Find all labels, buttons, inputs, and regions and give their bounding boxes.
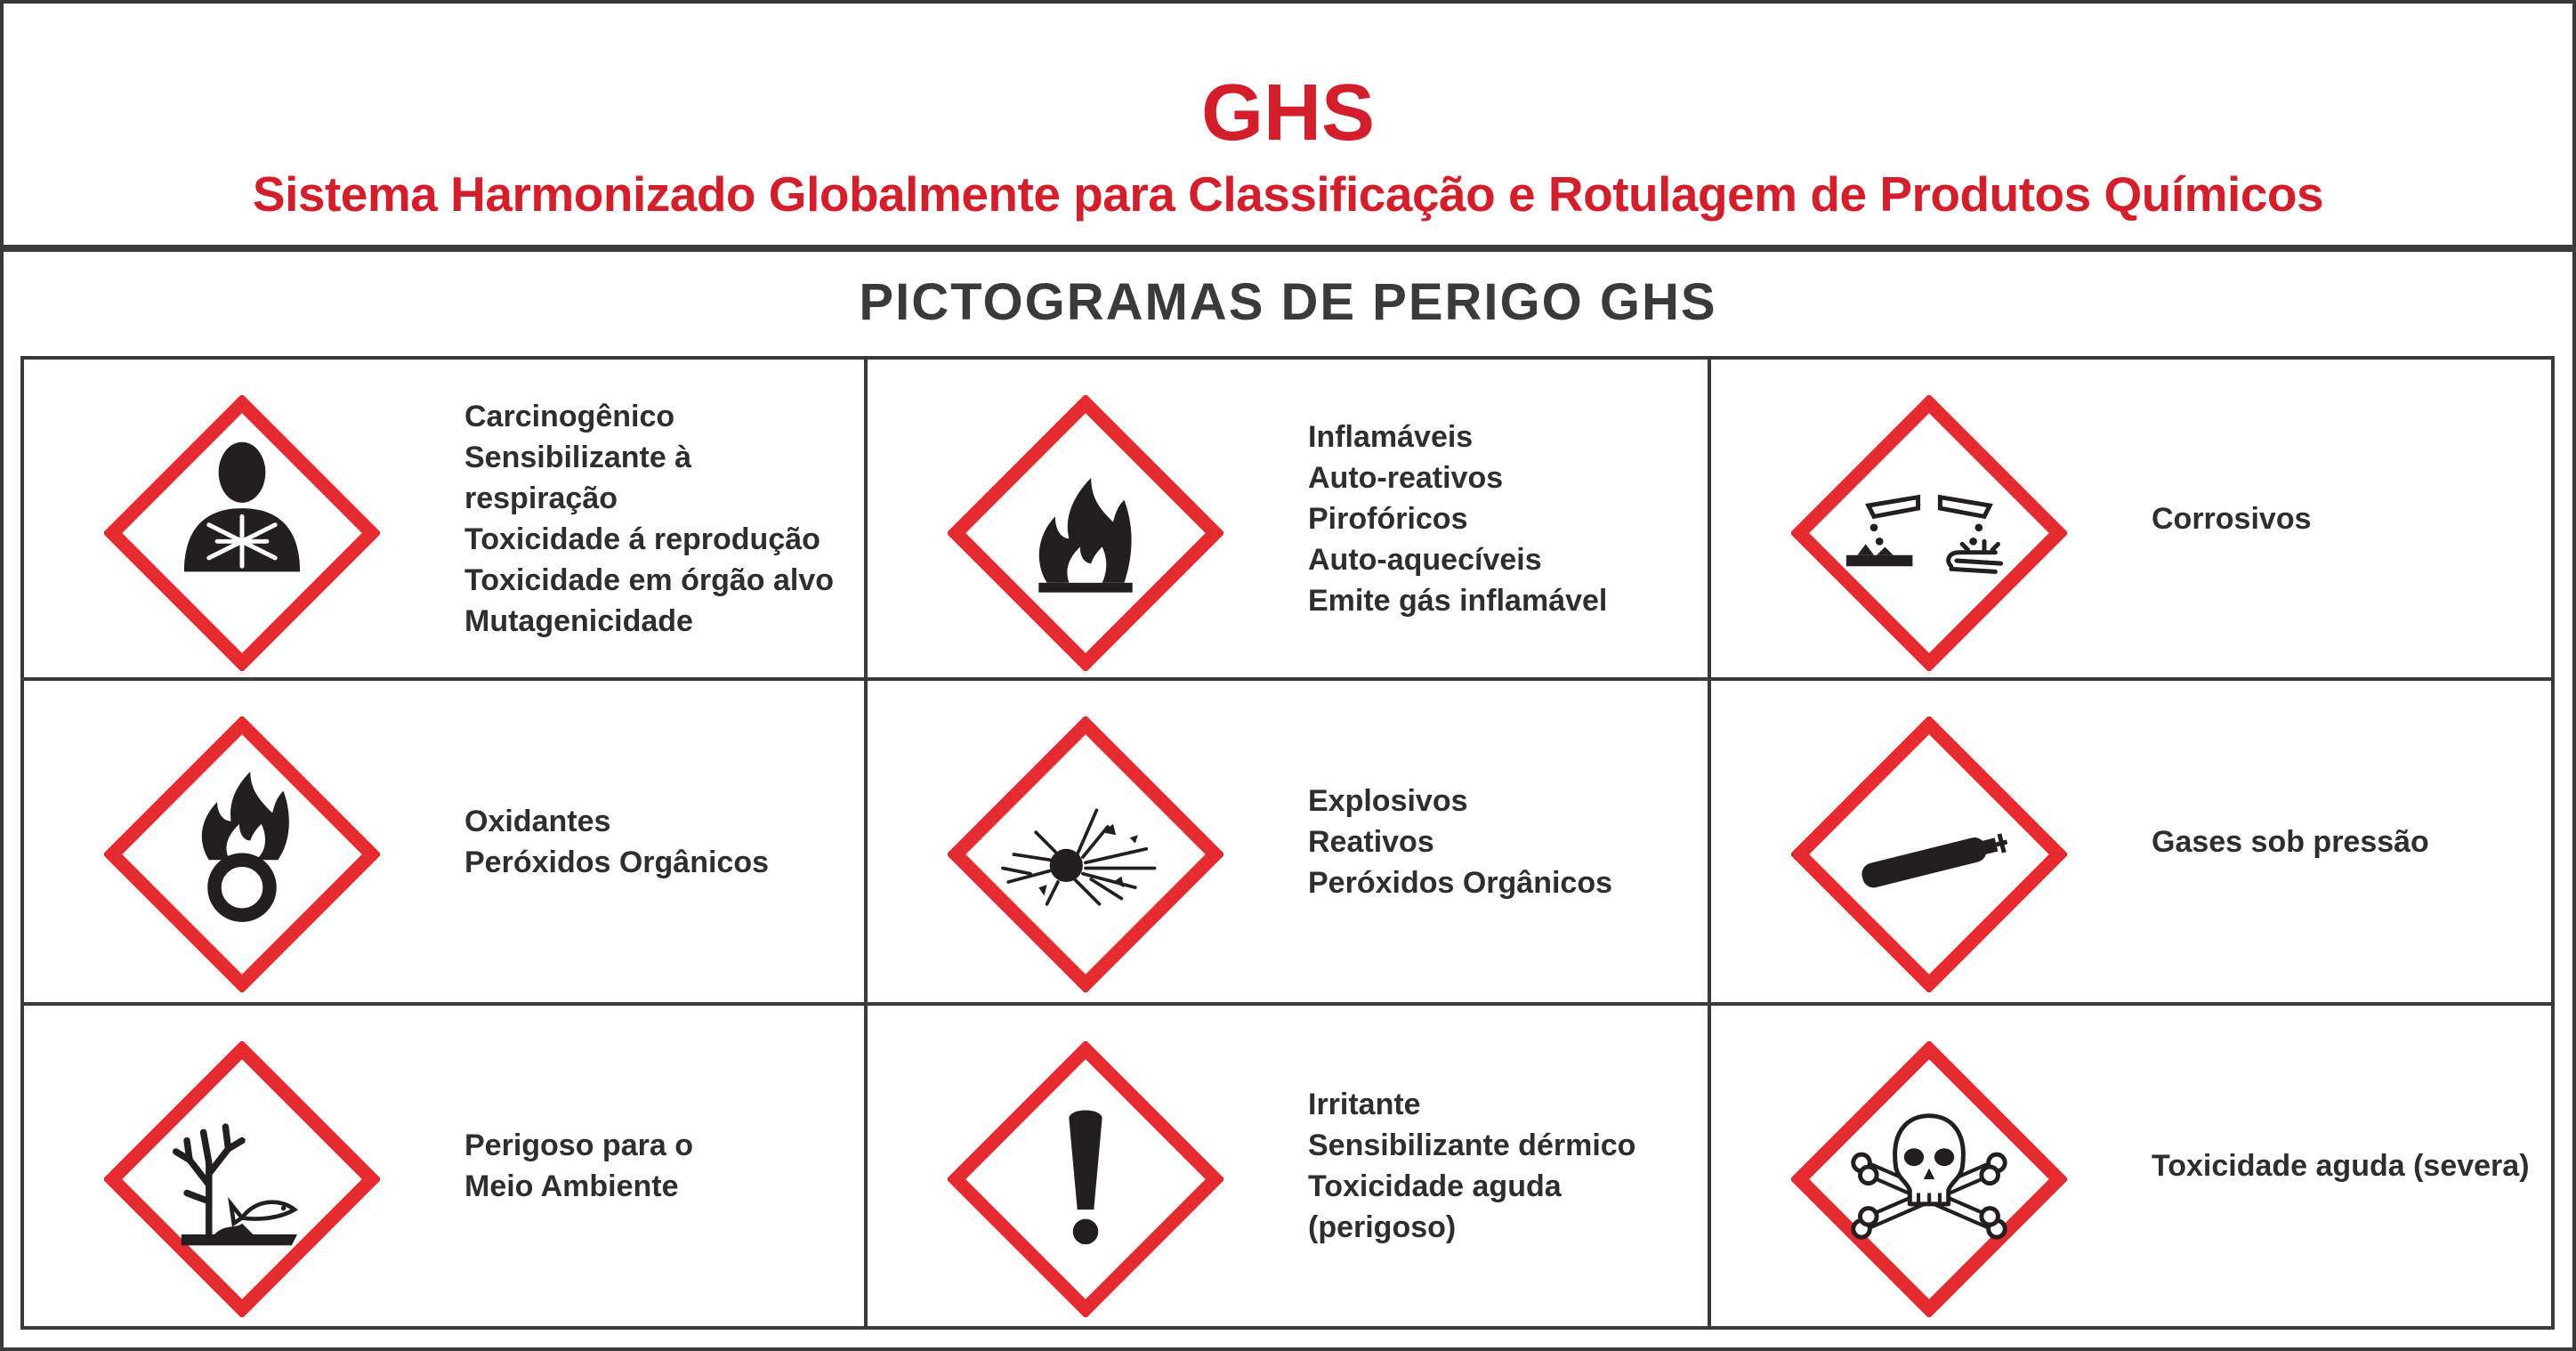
pictogram-labels <box>464 681 846 1002</box>
flame-over-circle-icon <box>104 716 380 992</box>
pictogram-cell-health-hazard <box>24 360 868 681</box>
corrosion-icon <box>1791 395 2067 671</box>
pictogram-label: Reativos <box>1308 824 1434 859</box>
pictogram-cell-skull <box>1711 1006 2551 1326</box>
page-title: GHS <box>1200 69 1376 158</box>
pictogram-cell-explosive <box>868 681 1711 1006</box>
pictogram-label: Auto-reativos <box>1308 460 1504 495</box>
pictogram-label: Mutagenicidade <box>464 603 693 638</box>
pictogram-label: Toxicidade aguda (perigoso) <box>1308 1169 1562 1244</box>
pictogram-label: Perigoso para o <box>464 1129 693 1162</box>
pictogram-labels <box>1308 1006 1690 1326</box>
pictogram-label: Meio Ambiente <box>464 1169 679 1203</box>
pictogram-cell-corrosion <box>1711 360 2551 681</box>
pictogram-label: Carcinogênico <box>464 399 675 433</box>
flame-icon <box>948 395 1223 671</box>
pictogram-labels <box>464 1006 846 1326</box>
skull-crossbones-icon <box>1791 1041 2067 1317</box>
pictogram-label: Sensibilizante dérmico <box>1308 1129 1636 1162</box>
pictogram-labels <box>2152 1006 2533 1326</box>
pictogram-label: Toxicidade em órgão alvo <box>464 562 835 597</box>
pictogram-label: Emite gás inflamável <box>1308 583 1608 618</box>
pictogram-labels <box>1308 360 1690 677</box>
pictogram-cell-environment <box>24 1006 868 1326</box>
pictogram-labels <box>1308 681 1690 1002</box>
pictogram-cell-exclamation <box>868 1006 1711 1326</box>
pictogram-cell-oxidizer <box>24 681 868 1006</box>
pictogram-cell-gas-cylinder <box>1711 681 2551 1006</box>
pictogram-cell-flame <box>868 360 1711 681</box>
header <box>0 0 2576 247</box>
pictogram-labels <box>464 360 846 677</box>
environment-icon <box>104 1041 380 1317</box>
gas-cylinder-icon <box>1791 716 2067 992</box>
pictogram-label: Inflamáveis <box>1308 419 1474 454</box>
pictogram-labels <box>2152 360 2533 677</box>
pictogram-label: Peróxidos Orgânicos <box>464 845 769 879</box>
header-divider <box>0 245 2576 252</box>
health-hazard-icon <box>104 395 380 671</box>
pictogram-grid <box>20 356 2555 1330</box>
pictogram-labels <box>2152 681 2533 1002</box>
pictogram-label: Auto-aquecíveis <box>1308 542 1542 577</box>
pictogram-label: Pirofóricos <box>1308 501 1468 536</box>
section-title: PICTOGRAMAS DE PERIGO GHS <box>859 273 1717 331</box>
pictogram-label: Peróxidos Orgânicos <box>1308 865 1612 900</box>
pictogram-label: Corrosivos <box>2152 501 2312 536</box>
pictogram-label: Toxicidade aguda (severa) <box>2152 1149 2530 1183</box>
exploding-bomb-icon <box>948 716 1223 992</box>
pictogram-label: Explosivos <box>1308 783 1468 818</box>
page-subtitle: Sistema Harmonizado Globalmente para Classificação e Rotulagem de Produtos Químicos <box>252 166 2324 222</box>
exclamation-mark-icon <box>948 1041 1223 1317</box>
pictogram-label: Gases sob pressão <box>2152 824 2429 859</box>
pictogram-label: Sensibilizante à respiração <box>464 440 692 515</box>
pictogram-label: Toxicidade á reprodução <box>464 522 820 556</box>
pictogram-label: Oxidantes <box>464 804 611 838</box>
pictogram-label: Irritante <box>1308 1088 1421 1121</box>
